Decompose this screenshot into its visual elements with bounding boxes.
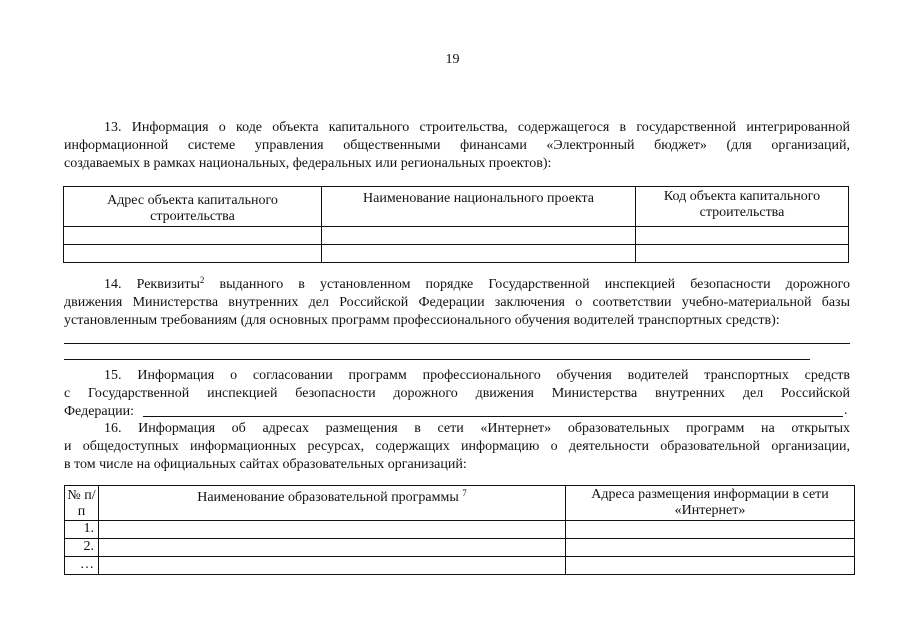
table-cell bbox=[566, 539, 855, 557]
header-internet-address: Адреса размещения информации в сети «Интернет» bbox=[566, 486, 855, 521]
section-14-line-1-start: 14. Реквизиты bbox=[104, 277, 200, 292]
programs-table bbox=[64, 485, 855, 575]
section-16-line-3: в том числе на официальных сайтах образовательных организаций: bbox=[64, 457, 467, 472]
table-cell bbox=[322, 227, 636, 245]
section-16-line-2: и общедоступных информационных ресурсах, содержащих информацию о деятельности образовательной организации, bbox=[64, 439, 850, 454]
table-cell bbox=[99, 539, 566, 557]
period: . bbox=[844, 403, 848, 418]
section-14-line-1-end: выданного в установленном порядке Государственной инспекцией безопасности дорожного bbox=[204, 277, 850, 292]
table-cell bbox=[99, 521, 566, 539]
row-number: … bbox=[65, 557, 99, 575]
federation-label: Федерации: bbox=[64, 404, 135, 419]
header-object-code: Код объекта капитального строительства bbox=[636, 187, 849, 227]
section-15-line-2: с Государственной инспекцией безопасности дорожного движения Министерства внутренних дел Российской bbox=[64, 386, 850, 401]
row-number: 1. bbox=[65, 521, 99, 539]
fill-line-2 bbox=[64, 359, 810, 360]
table-cell bbox=[566, 557, 855, 575]
section-15-text bbox=[64, 367, 850, 421]
row-number: 2. bbox=[65, 539, 99, 557]
footnote-2-ref: 2 bbox=[199, 275, 205, 285]
section-14-text bbox=[64, 276, 850, 330]
fill-line-1 bbox=[64, 343, 850, 344]
section-14-line-1 bbox=[64, 276, 850, 294]
capital-object-table bbox=[63, 186, 849, 263]
header-program-name bbox=[99, 486, 566, 521]
section-13-text bbox=[64, 119, 850, 173]
footnote-7-ref: 7 bbox=[462, 488, 467, 498]
header-object-address: Адрес объекта капитального строительства bbox=[64, 187, 322, 227]
table-cell bbox=[636, 245, 849, 263]
header-national-project: Наименование национального проекта bbox=[322, 187, 636, 227]
table-cell bbox=[64, 227, 322, 245]
table-cell bbox=[566, 521, 855, 539]
table-cell bbox=[99, 557, 566, 575]
header-program-name-label: Наименование образовательной программы bbox=[197, 490, 459, 505]
table-cell bbox=[64, 245, 322, 263]
header-number: № п/п bbox=[65, 486, 99, 521]
section-16-line-1: 16. Информация об адресах размещения в сети «Интернет» образовательных программ на открытых bbox=[104, 421, 850, 436]
section-14-line-2: движения Министерства внутренних дел Российской Федерации заключения о соответствии учебно-материальной базы bbox=[64, 295, 850, 310]
page-number: 19 bbox=[445, 52, 460, 67]
section-15-line-1: 15. Информация о согласовании программ профессионального обучения водителей транспортных средств bbox=[104, 368, 850, 383]
section-13-line-3: создаваемых в рамках национальных, федеральных или региональных проектов): bbox=[64, 156, 552, 171]
section-14-line-3: установленным требованиям (для основных программ профессионального обучения водителей транспортных средств): bbox=[64, 313, 780, 328]
section-16-text bbox=[64, 420, 850, 474]
section-15-line-3 bbox=[64, 403, 850, 421]
table-cell bbox=[636, 227, 849, 245]
section-13-line-1: 13. Информация о коде объекта капитального строительства, содержащегося в государственной интегрированной bbox=[104, 120, 850, 135]
table-cell bbox=[322, 245, 636, 263]
fill-line-federation bbox=[143, 416, 843, 417]
section-13-line-2: информационной системе управления общественными финансами «Электронный бюджет» (для организаций, bbox=[64, 138, 850, 153]
